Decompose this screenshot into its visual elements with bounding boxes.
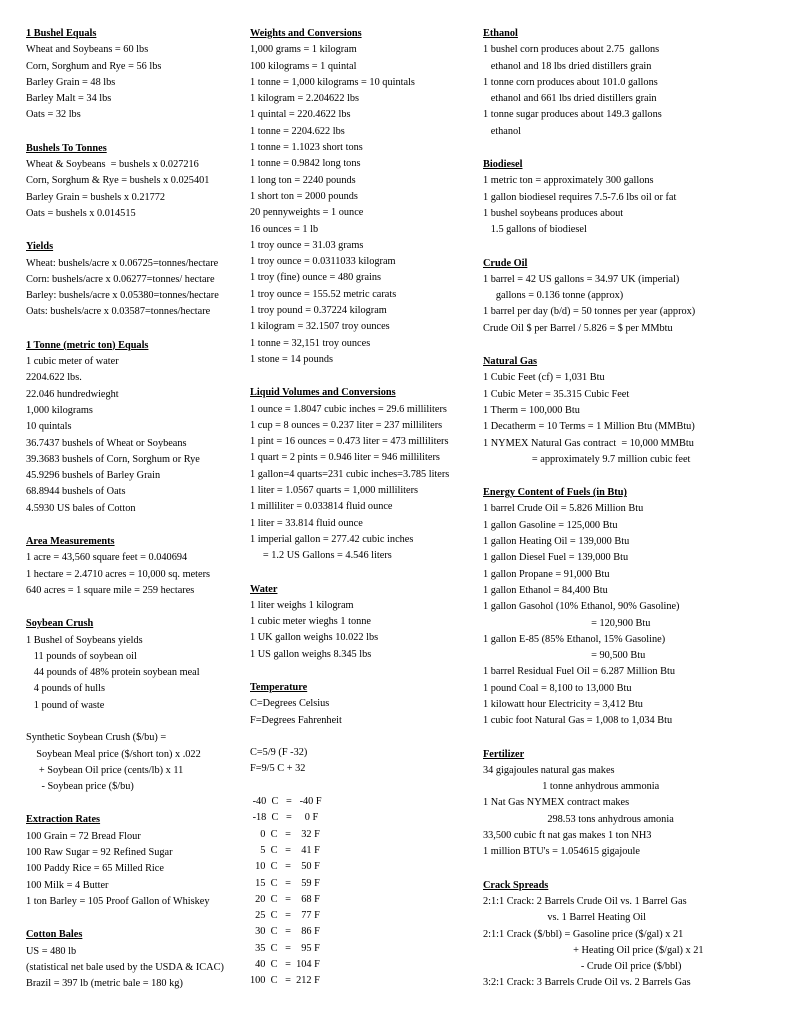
text-line: 33,500 cubic ft nat gas makes 1 ton NH3 (483, 830, 652, 842)
text-line: 2:1:1 Crack ($/bbl) = Gasoline price ($/gal) x 21 (483, 928, 684, 940)
text-line: 1 barrel = 42 US gallons = 34.97 UK (imperial) (483, 273, 680, 285)
section-biodiesel (483, 157, 783, 238)
text-line: 1 kilogram = 32.1507 troy ounces (250, 321, 390, 333)
text-line: Barley Malt = 34 lbs (26, 93, 112, 105)
text-line: 1 cubic foot Natural Gas = 1,008 to 1,034 Btu (483, 715, 673, 727)
section-title: 1 Bushel Equals (26, 28, 97, 39)
section-title: Extraction Rates (26, 814, 101, 826)
text-line: 5 C = 41 F (250, 844, 320, 856)
text-line: 1 gallon Ethanol = 84,400 Btu (483, 584, 608, 596)
section-yields (26, 239, 248, 320)
text-line: Oats = bushels x 0.014515 (26, 207, 136, 219)
section-natural-gas (483, 354, 783, 468)
text-line: 1 long ton = 2240 pounds (250, 174, 356, 186)
text-line: 1 milliliter = 0.033814 fluid ounce (250, 501, 393, 513)
text-line: 1 gallon=4 quarts=231 cubic inches=3.785 liters (250, 468, 450, 480)
text-line: gallons = 0.136 tonne (approx) (483, 290, 624, 302)
section-soybean-crush (26, 616, 248, 795)
section-crack-spreads (483, 878, 783, 992)
text-line: 1,000 kilograms (26, 404, 93, 416)
text-line: US = 480 lb (26, 945, 77, 957)
text-line: 2:1:1 Crack: 2 Barrels Crude Oil vs. 1 Barrel Gas (483, 895, 687, 907)
text-line: 1 gallon Propane = 91,000 Btu (483, 568, 610, 580)
text-line: 1 tonne = 32,151 troy ounces (250, 337, 371, 349)
section-title: Bushels To Tonnes (26, 142, 107, 154)
text-line: 1 kilowatt hour Electricity = 3,412 Btu (483, 698, 643, 710)
section-title: Weights and Conversions (250, 28, 362, 39)
blank-line (26, 714, 248, 730)
text-line: Barley Grain = bushels x 0.21772 (26, 191, 166, 203)
section-temperature (250, 680, 478, 990)
section-title: Natural Gas (483, 356, 538, 368)
section-title: 1 Tonne (metric ton) Equals (26, 339, 149, 351)
text-line: 1 gallon Heating Oil = 139,000 Btu (483, 536, 630, 548)
text-line: 1 ton Barley = 105 Proof Gallon of Whiskey (26, 895, 210, 907)
text-line: 44 pounds of 48% protein soybean meal (26, 667, 200, 679)
text-line: ethanol and 661 lbs dried distillers grain (483, 93, 657, 105)
section-cotton-bales (26, 927, 248, 992)
text-line: 1 barrel Residual Fuel Oil = 6.287 Million Btu (483, 666, 675, 678)
text-line: 10 C = 50 F (250, 861, 320, 873)
text-line: 1 bushel soybeans produces about (483, 207, 624, 219)
text-line: 20 C = 68 F (250, 893, 320, 905)
text-line: 34 gigajoules natural gas makes (483, 764, 615, 776)
text-line: 1 liter = 33.814 fluid ounce (250, 517, 363, 529)
text-line: Barley: bushels/acre x 0.05380=tonnes/hectare (26, 290, 219, 302)
section-title: Fertilizer (483, 748, 525, 760)
text-line: C=5/9 (F -32) (250, 747, 308, 759)
text-line: 36.7437 bushels of Wheat or Soybeans (26, 437, 187, 449)
text-line: Synthetic Soybean Crush ($/bu) = (26, 732, 167, 744)
text-line: 3:2:1 Crack: 3 Barrels Crude Oil vs. 2 Barrels Gas (483, 977, 691, 989)
text-line: 35 C = 95 F (250, 942, 320, 954)
text-line: 1 troy pound = 0.37224 kilogram (250, 305, 387, 317)
text-line: 20 pennyweights = 1 ounce (250, 207, 364, 219)
section-title: Temperature (250, 681, 308, 693)
section-extraction-rates (26, 812, 248, 910)
text-line: 1 Bushel of Soybeans yields (26, 634, 143, 646)
section-area-measurements (26, 534, 248, 599)
blank-line (250, 729, 478, 745)
column-3 (483, 26, 783, 1009)
text-line: Oats: bushels/acre x 0.03587=tonnes/hectare (26, 306, 211, 318)
column-1 (26, 26, 248, 1009)
text-line: -40 C = -40 F (250, 796, 322, 808)
text-line: 1 acre = 43,560 square feet = 0.040694 (26, 552, 188, 564)
section-title: Liquid Volumes and Conversions (250, 387, 396, 399)
section-title: Water (250, 583, 278, 595)
text-line: 100 Paddy Rice = 65 Milled Rice (26, 863, 164, 875)
text-line: Crude Oil $ per Barrel / 5.826 = $ per MMbtu (483, 322, 673, 334)
text-line: 1 pound Coal = 8,100 to 13,000 Btu (483, 682, 632, 694)
text-line: 1 troy ounce = 155.52 metric carats (250, 288, 397, 300)
text-line: 22.046 hundredwieght (26, 388, 119, 400)
text-line: 40 C = 104 F (250, 959, 320, 971)
text-line: 1 quart = 2 pints = 0.946 liter = 946 milliliters (250, 452, 440, 464)
text-line: 1 stone = 14 pounds (250, 353, 334, 365)
section-1-bushel-equals (26, 26, 248, 124)
text-line: 1 US gallon weighs 8.345 lbs (250, 648, 372, 660)
text-line: -18 C = 0 F (250, 812, 319, 824)
text-line: 100 kilograms = 1 quintal (250, 60, 357, 72)
text-line: = 1.2 US Gallons = 4.546 liters (250, 550, 392, 562)
text-line: 1 metric ton = approximately 300 gallons (483, 175, 654, 187)
text-line: 298.53 tons anhydrous amonia (483, 813, 674, 825)
text-line: 1 barrel Crude Oil = 5.826 Million Btu (483, 503, 644, 515)
text-line: 1 hectare = 2.4710 acres = 10,000 sq. meters (26, 568, 211, 580)
text-line: 1 tonne = 1,000 kilograms = 10 quintals (250, 76, 415, 88)
section-liquid-volumes-and-conversions (250, 385, 478, 564)
text-line: 4 pounds of hulls (26, 683, 105, 695)
section-energy-content-of-fuels-in-btu (483, 485, 783, 729)
text-line: 45.9296 bushels of Barley Grain (26, 470, 161, 482)
text-line: 4.5930 US bales of Cotton (26, 502, 136, 514)
section-crude-oil (483, 256, 783, 337)
text-line: = 90,500 Btu (483, 650, 646, 662)
blank-line (250, 778, 478, 794)
section-title: Ethanol (483, 28, 518, 39)
text-line: 1 bushel corn produces about 2.75 gallons (483, 44, 660, 56)
text-line: 1 tonne anhydrous ammonia (483, 781, 660, 793)
text-line: Corn: bushels/acre x 0.06277=tonnes/ hectare (26, 273, 215, 285)
text-line: 68.8944 bushels of Oats (26, 486, 126, 498)
text-line: 10 quintals (26, 421, 72, 433)
text-line: 640 acres = 1 square mile = 259 hectares (26, 584, 195, 596)
section-title: Energy Content of Fuels (in Btu) (483, 487, 627, 499)
text-line: F=9/5 C + 32 (250, 763, 306, 775)
text-line: 1 tonne sugar produces about 149.3 gallons (483, 109, 662, 121)
text-line: = approximately 9.7 million cubic feet (483, 453, 691, 465)
text-line: Barley Grain = 48 lbs (26, 76, 116, 88)
text-line: 1 Cubic Feet (cf) = 1,031 Btu (483, 372, 605, 384)
text-line: 1 gallon biodiesel requires 7.5-7.6 lbs oil or fat (483, 191, 677, 203)
text-line: 1 tonne = 2204.622 lbs (250, 125, 345, 137)
text-line: 15 C = 59 F (250, 877, 320, 889)
text-line: Corn, Sorghum & Rye = bushels x 0.025401 (26, 175, 210, 187)
section-title: Yields (26, 241, 54, 253)
text-line: 1 ounce = 1.8047 cubic inches = 29.6 milliliters (250, 403, 447, 415)
text-line: 1 tonne = 1.1023 short tons (250, 142, 363, 154)
text-line: 100 Milk = 4 Butter (26, 879, 109, 891)
text-line: 1.5 gallons of biodiesel (483, 224, 587, 236)
text-line: 1 quintal = 220.4622 lbs (250, 109, 351, 121)
text-line: 1 Cubic Meter = 35.315 Cubic Feet (483, 388, 630, 400)
text-line: 1 gallon Diesel Fuel = 139,000 Btu (483, 552, 629, 564)
text-line: - Crude Oil price ($/bbl) (483, 961, 682, 973)
text-line: Wheat: bushels/acre x 0.06725=tonnes/hectare (26, 257, 219, 269)
text-line: 1 gallon E-85 (85% Ethanol, 15% Gasoline) (483, 633, 666, 645)
text-line: 1,000 grams = 1 kilogram (250, 44, 357, 56)
section-title: Cotton Bales (26, 929, 83, 941)
text-line: F=Degrees Fahrenheit (250, 714, 342, 726)
section-bushels-to-tonnes (26, 141, 248, 222)
text-line: 16 ounces = 1 lb (250, 223, 319, 235)
text-line: ethanol and 18 lbs dried distillers grain (483, 60, 652, 72)
text-line: + Soybean Oil price (cents/lb) x 11 (26, 764, 184, 776)
text-line: 1 cubic meter wieghs 1 tonne (250, 616, 371, 628)
text-line: - Soybean price ($/bu) (26, 781, 134, 793)
text-line: 1 troy (fine) ounce = 480 grains (250, 272, 382, 284)
text-line: 100 Grain = 72 Bread Flour (26, 830, 141, 842)
text-line: vs. 1 Barrel Heating Oil (483, 912, 647, 924)
text-line: 11 pounds of soybean oil (26, 650, 137, 662)
text-line: 1 troy ounce = 31.03 grams (250, 239, 364, 251)
text-line: 39.3683 bushels of Corn, Sorghum or Rye (26, 453, 200, 465)
text-line: 30 C = 86 F (250, 926, 320, 938)
text-line: 1 gallon Gasohol (10% Ethanol, 90% Gasoline) (483, 601, 680, 613)
section-1-tonne-metric-ton-equals (26, 338, 248, 517)
text-line: 100 Raw Sugar = 92 Refined Sugar (26, 847, 173, 859)
text-line: C=Degrees Celsius (250, 698, 330, 710)
column-2 (250, 26, 478, 1007)
section-title: Crude Oil (483, 257, 528, 269)
text-line: 1 million BTU's = 1.054615 gigajoule (483, 846, 640, 858)
text-line: 1 gallon Gasoline = 125,000 Btu (483, 519, 618, 531)
text-line: 2204.622 lbs. (26, 372, 82, 384)
text-line: Wheat & Soybeans = bushels x 0.027216 (26, 159, 199, 171)
text-line: 1 pound of waste (26, 699, 105, 711)
text-line: 1 liter = 1.0567 quarts = 1,000 milliliters (250, 485, 419, 497)
text-line: 1 liter weighs 1 kilogram (250, 599, 354, 611)
text-line: 1 pint = 16 ounces = 0.473 liter = 473 milliliters (250, 436, 449, 448)
text-line: 0 C = 32 F (250, 828, 320, 840)
text-line: 1 NYMEX Natural Gas contract = 10,000 MMBtu (483, 437, 694, 449)
text-line: 1 barrel per day (b/d) = 50 tonnes per year (approx) (483, 306, 696, 318)
section-weights-and-conversions (250, 26, 478, 368)
text-line: Brazil = 397 lb (metric bale = 180 kg) (26, 978, 183, 990)
section-title: Biodiesel (483, 159, 523, 171)
text-line: 1 Nat Gas NYMEX contract makes (483, 797, 630, 809)
text-line: 1 UK gallon weighs 10.022 lbs (250, 632, 379, 644)
text-line: (statistical net bale used by the USDA & ICAC) (26, 961, 224, 973)
section-title: Area Measurements (26, 536, 115, 548)
text-line: 1 troy ounce = 0.0311033 kilogram (250, 256, 396, 268)
section-ethanol (483, 26, 783, 140)
text-line: 1 Decatherm = 10 Terms = 1 Million Btu (MMBtu) (483, 421, 695, 433)
text-line: = 120,900 Btu (483, 617, 651, 629)
section-title: Crack Spreads (483, 879, 549, 891)
text-line: Oats = 32 lbs (26, 109, 81, 121)
section-water (250, 582, 478, 663)
text-line: + Heating Oil price ($/gal) x 21 (483, 944, 704, 956)
text-line: ethanol (483, 125, 522, 137)
text-line: 1 Therm = 100,000 Btu (483, 404, 580, 416)
text-line: 25 C = 77 F (250, 910, 320, 922)
text-line: 1 cup = 8 ounces = 0.237 liter = 237 milliliters (250, 419, 443, 431)
section-fertilizer (483, 747, 783, 861)
text-line: 1 tonne corn produces about 101.0 gallons (483, 76, 658, 88)
text-line: 1 imperial gallon = 277.42 cubic inches (250, 533, 414, 545)
text-line: Soybean Meal price ($/short ton) x .022 (26, 748, 201, 760)
text-line: 1 cubic meter of water (26, 356, 119, 368)
text-line: 1 tonne = 0.9842 long tons (250, 158, 361, 170)
text-line: Wheat and Soybeans = 60 lbs (26, 44, 149, 56)
text-line: 1 kilogram = 2.204622 lbs (250, 93, 360, 105)
text-line: 100 C = 212 F (250, 975, 320, 987)
section-title: Soybean Crush (26, 618, 94, 630)
text-line: 1 short ton = 2000 pounds (250, 190, 358, 202)
text-line: Corn, Sorghum and Rye = 56 lbs (26, 60, 162, 72)
